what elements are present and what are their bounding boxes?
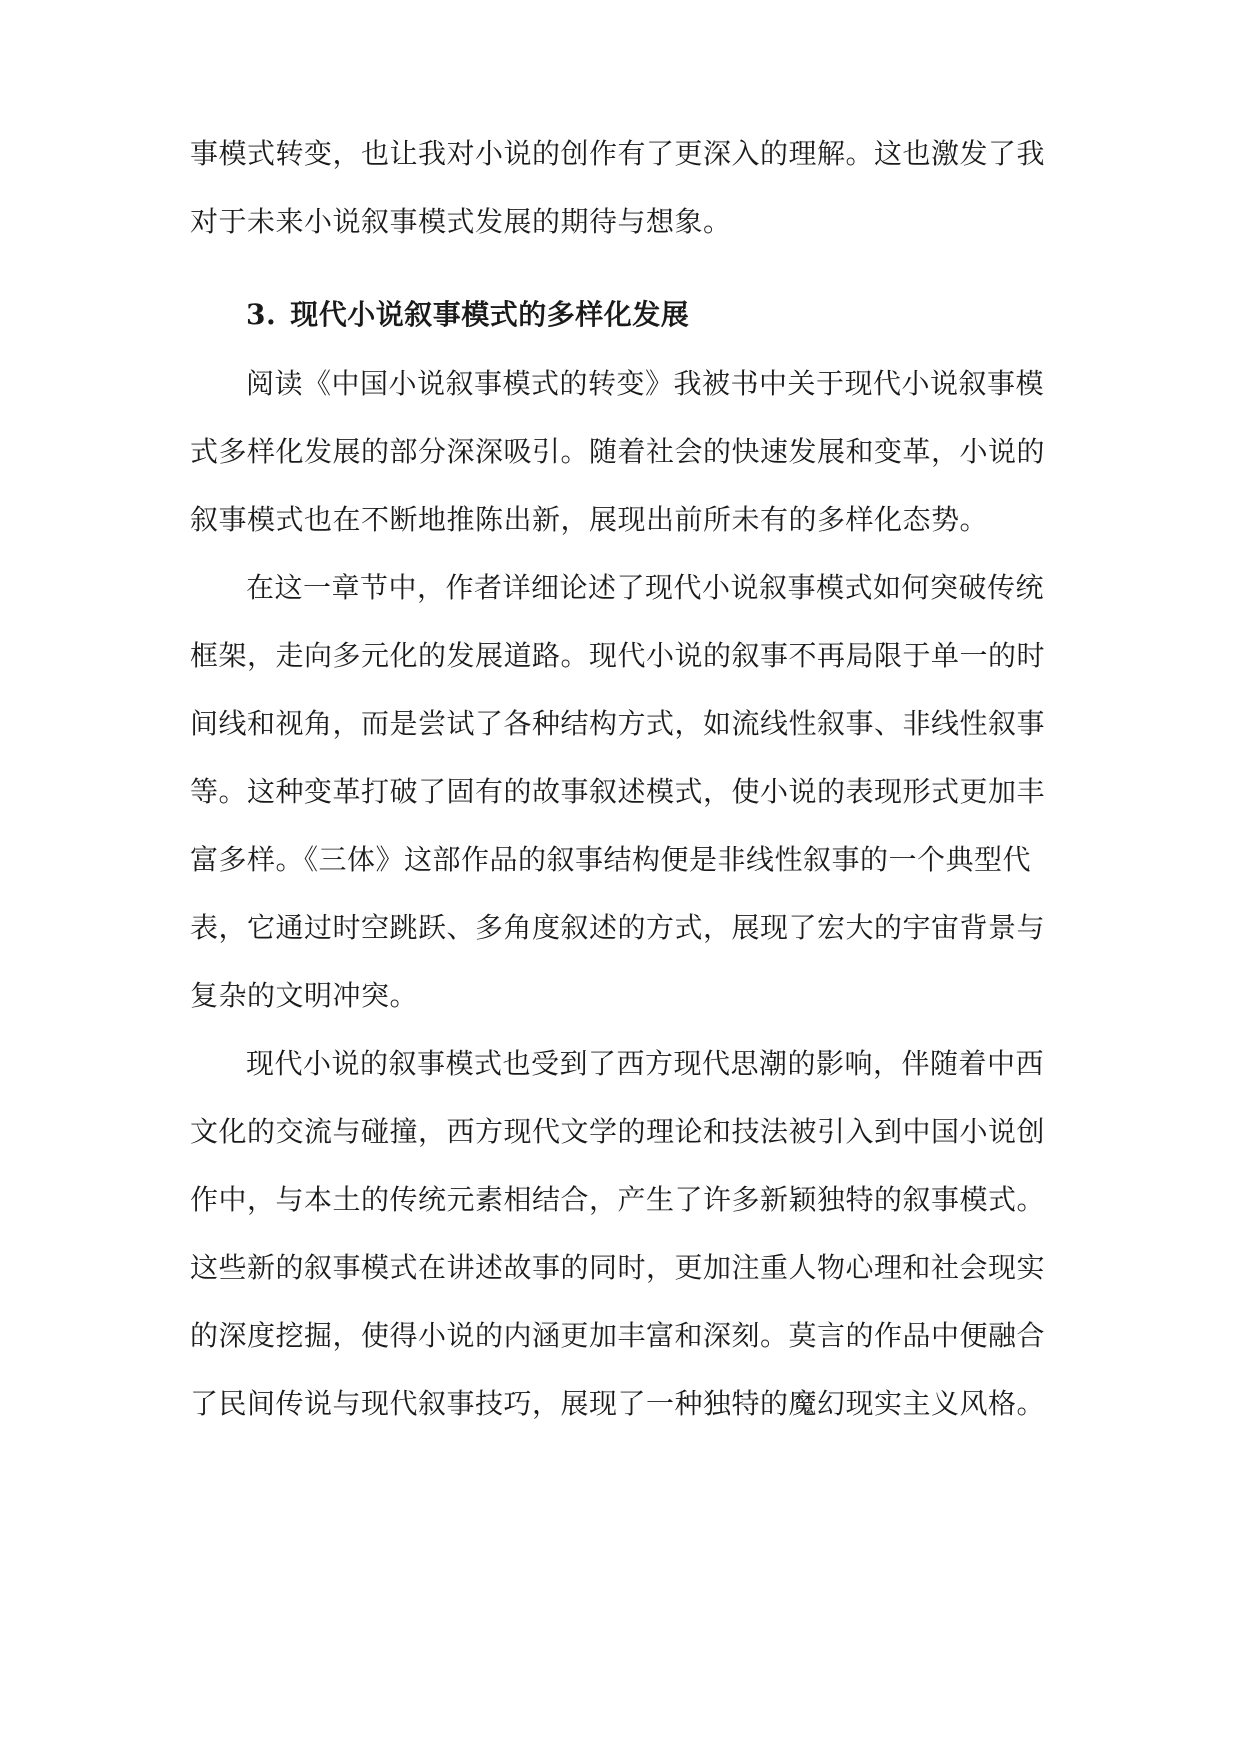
text-line: 框架，走向多元化的发展道路。现代小说的叙事不再局限于单一的时 bbox=[190, 639, 1046, 672]
text-line: 这些新的叙事模式在讲述故事的同时，更加注重人物心理和社会现实 bbox=[190, 1251, 1046, 1284]
text-line: 叙事模式也在不断地推陈出新，展现出前所未有的多样化态势。 bbox=[190, 503, 989, 536]
section-heading bbox=[246, 295, 689, 335]
section-title: 现代小说叙事模式的多样化发展 bbox=[290, 298, 690, 331]
text-line: 阅读《中国小说叙事模式的转变》我被书中关于现代小说叙事模 bbox=[246, 367, 1045, 400]
text-line: 间线和视角，而是尝试了各种结构方式，如流线性叙事、非线性叙事 bbox=[190, 707, 1046, 740]
text-line: 表，它通过时空跳跃、多角度叙述的方式，展现了宏大的宇宙背景与 bbox=[190, 911, 1046, 944]
text-line: 富多样。《三体》这部作品的叙事结构便是非线性叙事的一个典型代 bbox=[190, 843, 1032, 876]
text-line: 作中，与本土的传统元素相结合，产生了许多新颖独特的叙事模式。 bbox=[190, 1183, 1046, 1216]
section-number: 3. bbox=[246, 298, 277, 331]
text-line: 了民间传说与现代叙事技巧，展现了一种独特的魔幻现实主义风格。 bbox=[190, 1387, 1046, 1420]
text-line: 对于未来小说叙事模式发展的期待与想象。 bbox=[190, 205, 732, 238]
text-line: 在这一章节中，作者详细论述了现代小说叙事模式如何突破传统 bbox=[246, 571, 1045, 604]
text-line: 事模式转变，也让我对小说的创作有了更深入的理解。这也激发了我 bbox=[190, 137, 1046, 170]
text-line: 文化的交流与碰撞，西方现代文学的理论和技法被引入到中国小说创 bbox=[190, 1115, 1046, 1148]
text-line: 等。这种变革打破了固有的故事叙述模式，使小说的表现形式更加丰 bbox=[190, 775, 1046, 808]
text-line: 现代小说的叙事模式也受到了西方现代思潮的影响，伴随着中西 bbox=[246, 1047, 1045, 1080]
text-line: 的深度挖掘，使得小说的内涵更加丰富和深刻。莫言的作品中便融合 bbox=[190, 1319, 1046, 1352]
text-line: 复杂的文明冲突。 bbox=[190, 979, 419, 1012]
text-line: 式多样化发展的部分深深吸引。随着社会的快速发展和变革，小说的 bbox=[190, 435, 1046, 468]
